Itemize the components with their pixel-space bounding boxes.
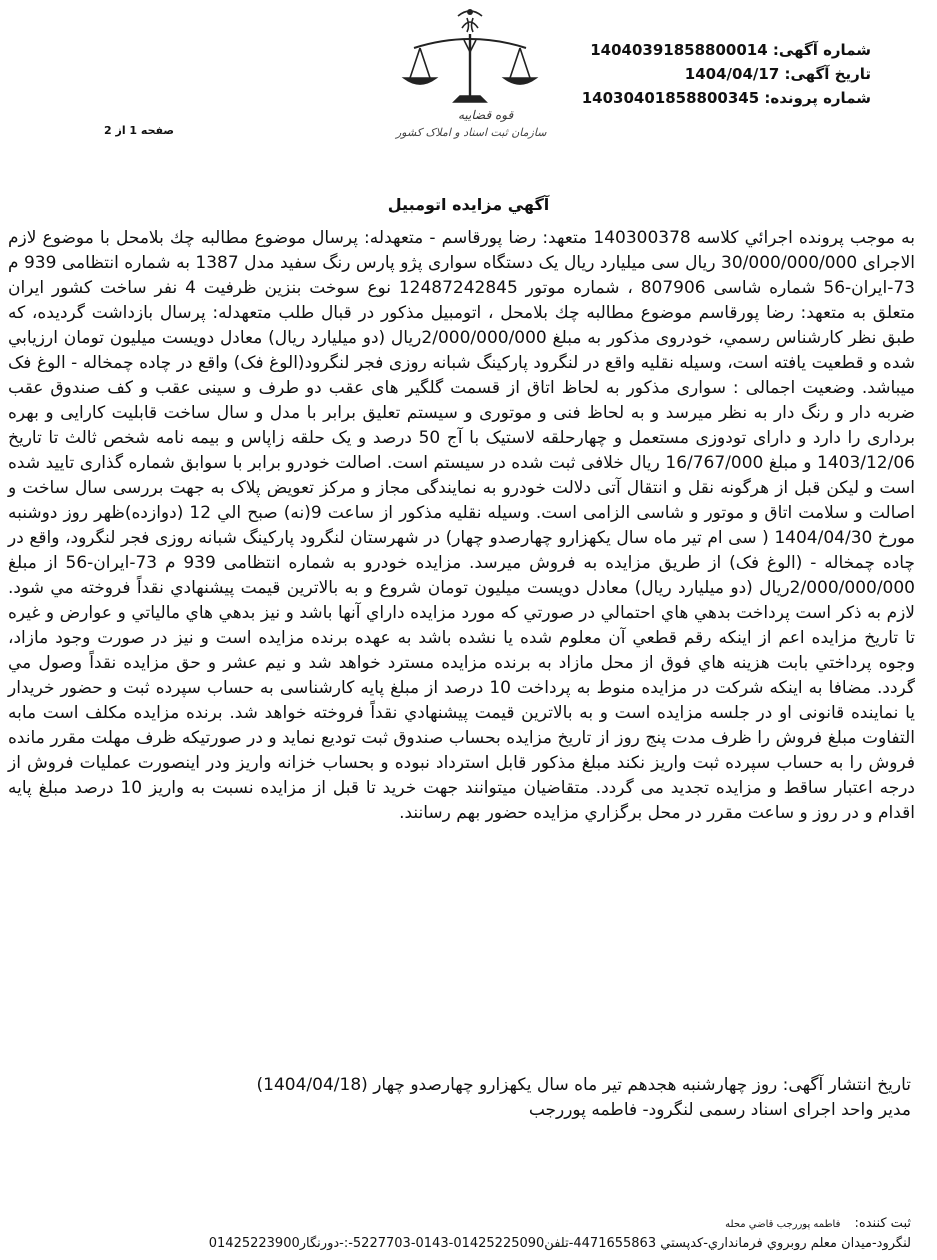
ad-number-label: شماره آگهی: — [772, 41, 871, 59]
notice-body: به موجب پرونده اجرائي كلاسه 140300378 متعهد: رضا پورقاسم - متعهدله: پرسال موضوع مطالبه چك بلامحل با موضوع لازم الاجرای 30/000/000/000 ريال سی ميليارد ريال يک دستگاه سواری پژو پارس رنگ سفيد مدل 1387 به شماره انتظامی 939 م 73-ايران-56 شماره شاسی 807906 ، شماره موتور 12487242845 نوع سوخت بنزين ظرفيت 4 نفر ساخت كشور ايران متعلق به متعهد: رضا پورقاسم موضوع مطالبه چك بلامحل ، اتومبيل مذكور در قبال طلب متعهدله: پرسال بازداشت گرديده، که طبق نظر كارشناس رسمي، خودروی مذکور به مبلغ 2/000/000/000ريال (دو ميليارد ريال) معادل دويست ميليون تومان ارزيابي شده و قطعيت يافته است، وسيله نقليه واقع در لنگرود پاركينگ شبانه روزی فجر لنگرود(الوغ فک) واقع در چاده چمخاله - الوغ فک ميباشد. وضعيت اجمالی : سواری مذکور به لحاظ اتاق از قسمت گلگير های عقب دو طرف و سينی عقب و کف صندوق عقب ضربه دار و رنگ دار به نظر ميرسد و به لحاظ فنی و موتوری و سيستم تعليق برابر با مدل و سال ساخت قابليت کارايی و بهره برداری را دارد و دارای تودوزی مستعمل و چهارحلقه لاستيک با آج 50 درصد و يک حلقه زاپاس و بيمه نامه شخص ثالث تا تاريخ 1403/12/06 و مبلغ 16/767/000 ريال خلافی ثبت شده در سيستم است. اصالت خودرو برابر با سوابق شماره گذاری تاييد شده است و ليکن قبل از هرگونه نقل و انتقال آتی دلالت خودرو به نمايندگی مجاز و مرکز تعويض پلاک به جهت بررسی سال ساخت و اصالت و سلامت اتاق و موتور و شاسی الزامی است. وسيله نقليه مذكور از ساعت 9(نه) صبح الي 12 (دوازده)ظهر روز دوشنبه مورخ 1404/04/30 ( سی ام تير ماه سال یکهزارو چهارصدو چهار) در شهرستان لنگرود پاركينگ شبانه روزی فجر لنگرود، واقع در چاده چمخاله - (الوغ فک) از طريق مزايده به فروش ميرسد. مزايده خودرو به شماره انتظامی 939 م 73-ايران-56 از مبلغ 2/000/000/000ريال (دو ميليارد ريال) معادل دويست ميليون تومان شروع و به بالاترين قيمت پيشنهادي نقداً فروخته مي شود. لازم به ذكر است پرداخت بدهي هاي احتمالي در صورتي كه مورد مزايده داراي آنها باشد و نيز بدهي هاي مالياتي و عوارض و غيره تا تاريخ مزايده اعم از اينكه رقم قطعي آن معلوم شده يا نشده باشد به عهده برنده مزايده است و نيز در صورت وجود مازاد، وجوه پرداختي بابت هزينه هاي فوق از محل مازاد به برنده مزايده مسترد خواهد شد و نيم عشر و حق مزايده نقداً وصول مي گردد. مضافا به اينكه شركت در مزايده منوط به پرداخت 10 درصد از مبلغ پايه كارشناسی به حساب سپرده ثبت و حضور خريدار يا نماينده قانونی او در جلسه مزايده است و به بالاترين قيمت پيشنهادي نقداً فروخته خواهد شد. برنده مزايده مكلف است مابه التفاوت مبلغ فروش را ظرف مدت پنج روز از تاريخ مزايده بحساب صندوق ثبت توديع نمايد و در صورتيكه ظرف مهلت مقرر مانده فروش را به حساب سپرده ثبت واريز نكند مبلغ مذكور قابل استرداد نبوده و بحساب خزانه واريز ودر اينصورت عمليات فروش از درجه اعتبار ساقط و مزايده تجديد می گردد. متقاضيان ميتوانند جهت خريد تا قبل از مزايده نسبت به واريز 10 درصد مبلغ پايه اقدام و در روز و ساعت مقرر در محل برگزاري مزايده حضور بهم رسانند. — [8, 228, 916, 823]
notice-title: آگهي مزايده اتومبيل — [387, 195, 550, 214]
ad-number: 14040391858800014 — [590, 41, 768, 59]
ad-date-label: تاریخ آگهی: — [784, 65, 871, 83]
file-number: 14030401858800345 — [581, 89, 760, 107]
office-address: لنگرود-ميدان معلم روبروي فرمانداري-كدپستي 4471655863-تلفن01425225090-0143-5227703-:-دورنگار01425223900 — [208, 1236, 911, 1251]
recorder-name: فاطمه پوررجب قاضي محله — [725, 1219, 841, 1230]
file-number-row — [582, 86, 871, 110]
ad-date-row — [582, 62, 871, 86]
publication-block — [257, 1073, 911, 1123]
emblem-caption-judiciary: قوه قضاییه — [458, 108, 514, 122]
publish-date: تاريخ انتشار آگهی: روز چهارشنبه هجدهم تير ماه سال يكهزارو چهارصدو چهار (1404/04/18) — [256, 1075, 911, 1095]
recorder-label: ثبت كننده: — [854, 1216, 911, 1231]
page-indicator: صفحه 1 از 2 — [104, 124, 175, 137]
file-number-label: شماره پرونده: — [764, 89, 871, 107]
recorder-line — [725, 1216, 911, 1231]
signature: مدير واحد اجرای اسناد رسمی لنگرود- فاطمه پوررجب — [528, 1100, 911, 1120]
ad-number-row — [582, 38, 871, 62]
scales-of-justice-icon — [392, 4, 548, 114]
judiciary-emblem — [392, 4, 548, 140]
ad-date: 1404/04/17 — [684, 65, 780, 83]
emblem-caption-registry: سازمان ثبت اسناد و املاک کشور — [396, 126, 547, 139]
document-meta — [582, 38, 871, 110]
